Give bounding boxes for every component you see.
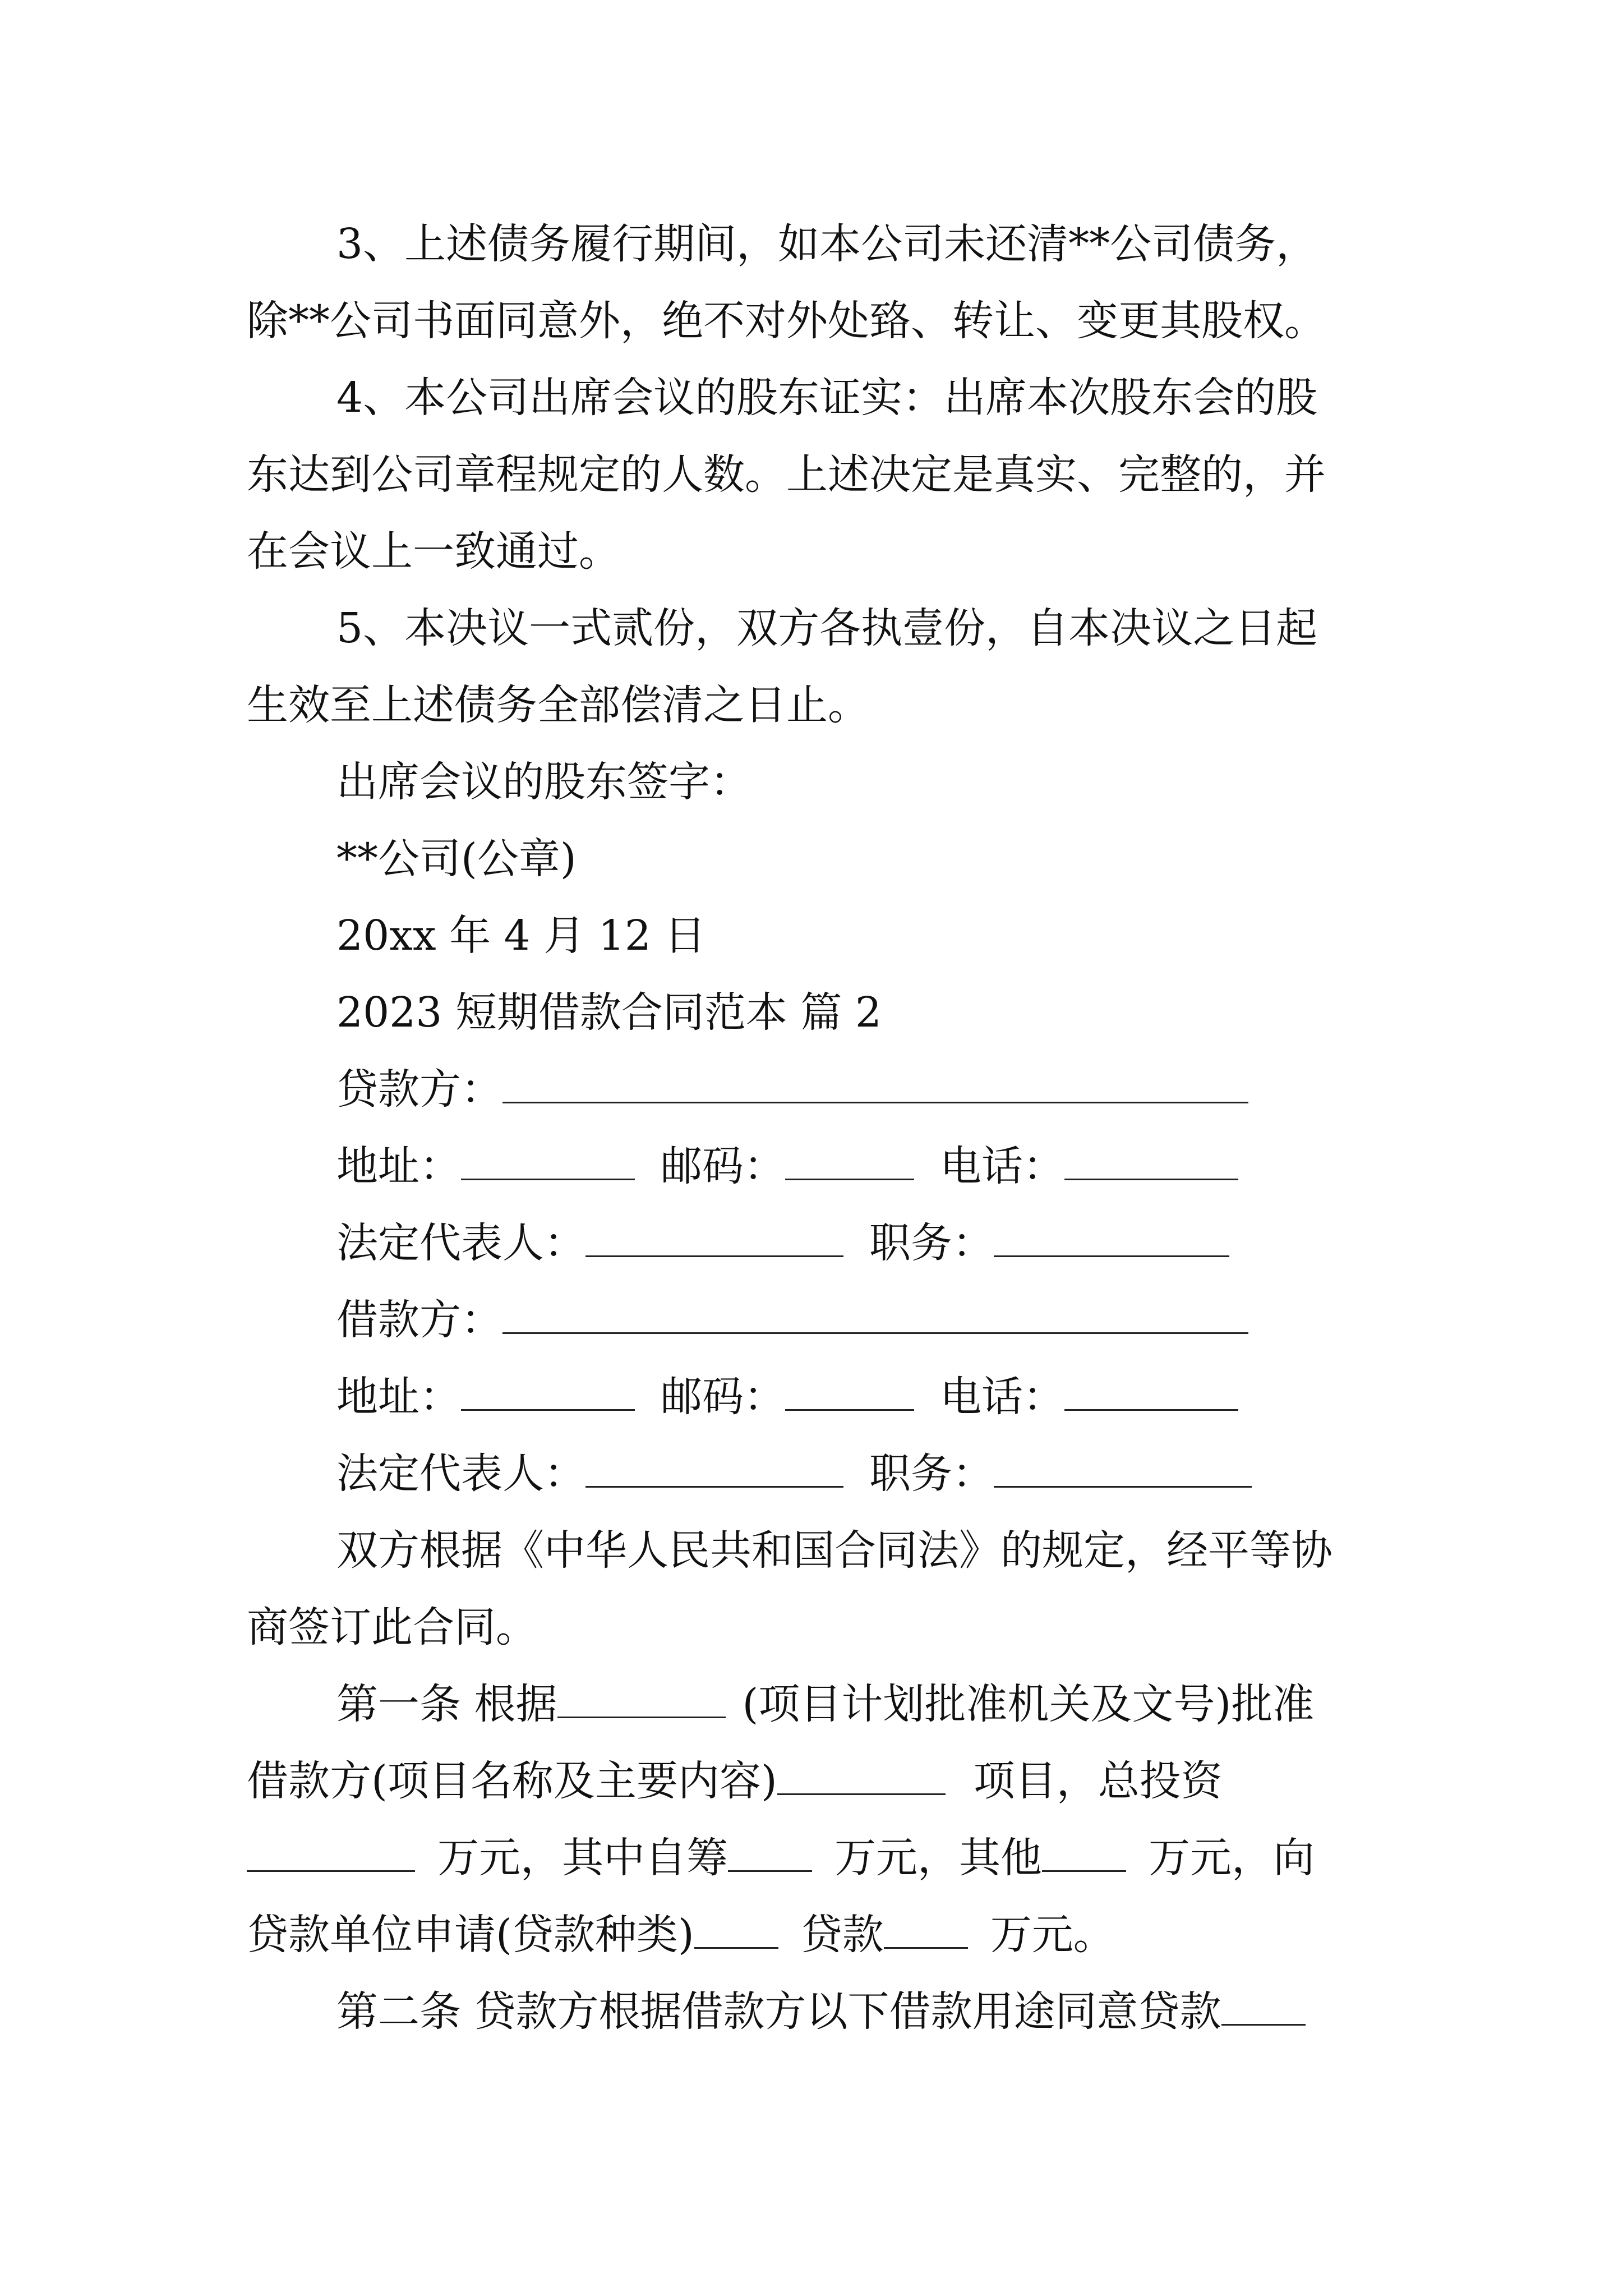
borrower-phone-label: 电话： <box>940 1373 1064 1421</box>
borrower-postcode-blank[interactable] <box>785 1374 914 1411</box>
borrower-rep-blank[interactable] <box>585 1451 843 1488</box>
approval-authority-blank[interactable] <box>557 1682 726 1718</box>
company-seal-label: **公司(公章) <box>336 835 577 883</box>
borrower-rep-row <box>336 1446 1252 1502</box>
lender-postcode-blank[interactable] <box>785 1144 914 1180</box>
borrower-contact-row <box>336 1369 1238 1425</box>
loan-purpose-blank[interactable] <box>1221 1989 1306 2026</box>
borrower-position-blank[interactable] <box>994 1451 1252 1488</box>
article-1-part-h: 贷款单位申请(贷款种类) <box>247 1911 694 1959</box>
paragraph-3-line-1: 3、上述债务履行期间，如本公司未还清**公司债务， <box>336 220 1318 268</box>
lender-rep-label: 法定代表人： <box>336 1219 585 1267</box>
lender-phone-blank[interactable] <box>1064 1144 1238 1180</box>
article-2-part-a: 第二条 贷款方根据借款方以下借款用途同意贷款 <box>336 1987 1221 2036</box>
other-funds-blank[interactable] <box>1042 1835 1126 1872</box>
lender-rep-row <box>336 1215 1229 1271</box>
paragraph-4-line-3: 在会议上一致通过。 <box>247 527 620 576</box>
article-1-part-c: 借款方(项目名称及主要内容) <box>247 1757 777 1805</box>
contract-intro-line-2: 商签订此合同。 <box>247 1603 537 1651</box>
article-1-part-e: 万元，其中自筹 <box>437 1834 728 1882</box>
loan-type-blank[interactable] <box>694 1912 778 1949</box>
article-1-part-d: 项目，总投资 <box>973 1757 1223 1805</box>
paragraph-3-line-2: 除**公司书面同意外，绝不对外处臵、转让、变更其股权。 <box>247 297 1326 345</box>
paragraph-5-line-2: 生效至上述债务全部偿清之日止。 <box>247 681 869 729</box>
resolution-date: 20xx 年 4 月 12 日 <box>336 912 706 960</box>
contract-intro-line-1: 双方根据《中华人民共和国合同法》的规定，经平等协 <box>336 1526 1332 1575</box>
article-1-line-1 <box>336 1676 1314 1732</box>
article-1-part-b: (项目计划批准机关及文号)批准 <box>742 1680 1315 1728</box>
paragraph-4-line-2: 东达到公司章程规定的人数。上述决定是真实、完整的，并 <box>247 450 1326 499</box>
article-1-part-i: 贷款 <box>800 1911 884 1959</box>
lender-label: 贷款方： <box>336 1065 502 1114</box>
borrower-rep-label: 法定代表人： <box>336 1450 585 1498</box>
article-1-line-2 <box>247 1753 1223 1809</box>
paragraph-5-line-1: 5、本决议一式贰份，双方各执壹份，自本决议之日起 <box>336 604 1318 652</box>
lender-postcode-label: 邮码： <box>661 1142 785 1190</box>
lender-phone-label: 电话： <box>940 1142 1064 1190</box>
section-title: 2023 短期借款合同范本 篇 2 <box>336 988 882 1037</box>
article-1-part-a: 第一条 根据 <box>336 1680 557 1728</box>
lender-row <box>336 1061 1248 1117</box>
article-1-part-f: 万元，其他 <box>834 1834 1042 1882</box>
article-1-line-4 <box>247 1907 1115 1963</box>
borrower-address-blank[interactable] <box>461 1374 635 1411</box>
article-1-line-3 <box>247 1830 1315 1886</box>
loan-amount-blank[interactable] <box>884 1912 968 1949</box>
paragraph-4-line-1: 4、本公司出席会议的股东证实：出席本次股东会的股 <box>336 374 1318 422</box>
article-1-part-j: 万元。 <box>990 1911 1115 1959</box>
article-2-line-1 <box>336 1984 1306 2040</box>
total-investment-blank[interactable] <box>247 1835 415 1872</box>
borrower-phone-blank[interactable] <box>1064 1374 1238 1411</box>
self-raised-blank[interactable] <box>728 1835 812 1872</box>
lender-address-label: 地址： <box>336 1142 461 1190</box>
project-name-blank[interactable] <box>777 1759 946 1795</box>
lender-rep-blank[interactable] <box>585 1221 843 1257</box>
lender-position-label: 职务： <box>869 1219 994 1267</box>
shareholder-signature-label: 出席会议的股东签字： <box>336 758 751 806</box>
borrower-label: 借款方： <box>336 1296 502 1344</box>
borrower-postcode-label: 邮码： <box>661 1373 785 1421</box>
lender-name-blank[interactable] <box>502 1067 1248 1103</box>
lender-address-blank[interactable] <box>461 1144 635 1180</box>
borrower-row <box>336 1292 1248 1348</box>
lender-contact-row <box>336 1138 1238 1194</box>
lender-position-blank[interactable] <box>994 1221 1229 1257</box>
borrower-position-label: 职务： <box>869 1450 994 1498</box>
article-1-part-g: 万元，向 <box>1149 1834 1315 1882</box>
borrower-address-label: 地址： <box>336 1373 461 1421</box>
borrower-name-blank[interactable] <box>502 1297 1248 1334</box>
